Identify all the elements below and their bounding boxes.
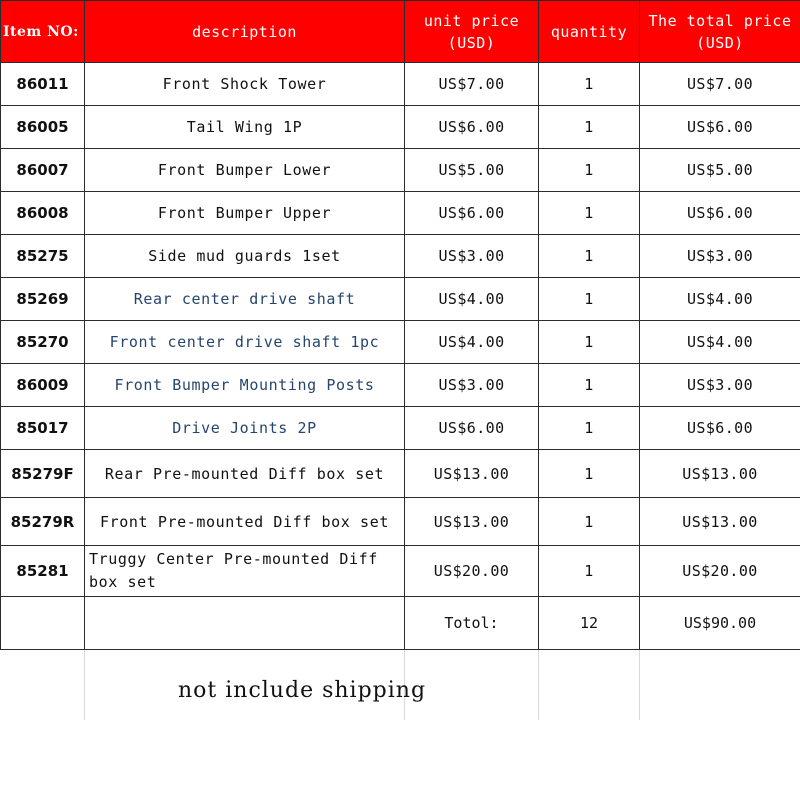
description-cell: Drive Joints 2P [85,407,405,450]
description-cell: Front Bumper Lower [85,149,405,192]
table-row [1,149,800,192]
empty-cell [539,650,640,721]
unit-price-cell: US$3.00 [405,364,539,407]
item-no-cell: 86007 [1,149,85,192]
item-no-cell: 85269 [1,278,85,321]
header-description: description [85,1,405,63]
table-header [1,1,800,63]
item-no-cell: 85017 [1,407,85,450]
empty-cell [85,597,405,650]
table-row [1,235,800,278]
description-cell: Front center drive shaft 1pc [85,321,405,364]
total-cell: US$7.00 [640,63,800,106]
empty-cell [1,597,85,650]
table-row [1,546,800,597]
quantity-cell: 1 [539,546,640,597]
table-row [1,407,800,450]
unit-price-cell: US$6.00 [405,407,539,450]
header-item-no: Item NO: [1,1,85,63]
table-row [1,192,800,235]
grand-total: US$90.00 [640,597,800,650]
header-total-price: The total price (USD) [640,1,800,63]
item-no-cell: 86009 [1,364,85,407]
table-row [1,63,800,106]
description-cell: Front Shock Tower [85,63,405,106]
total-cell: US$20.00 [640,546,800,597]
unit-price-cell: US$5.00 [405,149,539,192]
quantity-cell: 1 [539,106,640,149]
total-cell: US$6.00 [640,192,800,235]
total-cell: US$13.00 [640,498,800,546]
table-row [1,321,800,364]
quantity-cell: 1 [539,235,640,278]
table-row [1,364,800,407]
quantity-cell: 1 [539,498,640,546]
quantity-cell: 1 [539,407,640,450]
empty-cell [640,650,800,721]
item-no-cell: 85270 [1,321,85,364]
item-no-cell: 86005 [1,106,85,149]
description-cell: Rear Pre-mounted Diff box set [85,450,405,498]
quantity-cell: 1 [539,278,640,321]
summary-row [1,597,800,650]
description-cell: Front Bumper Upper [85,192,405,235]
quantity-cell: 1 [539,192,640,235]
item-no-cell: 86008 [1,192,85,235]
description-cell: Side mud guards 1set [85,235,405,278]
description-cell: Front Bumper Mounting Posts [85,364,405,407]
total-cell: US$4.00 [640,278,800,321]
total-cell: US$3.00 [640,235,800,278]
header-unit-price: unit price (USD) [405,1,539,63]
item-no-cell: 86011 [1,63,85,106]
description-cell: Tail Wing 1P [85,106,405,149]
shipping-note: not include shipping [178,678,427,703]
empty-cell [1,650,85,721]
description-cell: Truggy Center Pre-mounted Diff box set [85,546,405,597]
unit-price-cell: US$4.00 [405,278,539,321]
description-cell: Front Pre-mounted Diff box set [85,498,405,546]
item-no-cell: 85281 [1,546,85,597]
header-quantity: quantity [539,1,640,63]
unit-price-cell: US$7.00 [405,63,539,106]
total-cell: US$6.00 [640,407,800,450]
unit-price-cell: US$6.00 [405,192,539,235]
description-cell: Rear center drive shaft [85,278,405,321]
quantity-cell: 1 [539,364,640,407]
total-cell: US$3.00 [640,364,800,407]
item-no-cell: 85279F [1,450,85,498]
unit-price-cell: US$13.00 [405,450,539,498]
unit-price-cell: US$6.00 [405,106,539,149]
total-cell: US$5.00 [640,149,800,192]
item-no-cell: 85279R [1,498,85,546]
unit-price-cell: US$3.00 [405,235,539,278]
total-cell: US$6.00 [640,106,800,149]
total-cell: US$4.00 [640,321,800,364]
table-row [1,278,800,321]
unit-price-cell: US$13.00 [405,498,539,546]
total-quantity: 12 [539,597,640,650]
quantity-cell: 1 [539,63,640,106]
unit-price-cell: US$20.00 [405,546,539,597]
table-row [1,450,800,498]
total-cell: US$13.00 [640,450,800,498]
total-label: Totol: [405,597,539,650]
quantity-cell: 1 [539,149,640,192]
quantity-cell: 1 [539,321,640,364]
unit-price-cell: US$4.00 [405,321,539,364]
table-row [1,498,800,546]
item-no-cell: 85275 [1,235,85,278]
table-row [1,106,800,149]
quantity-cell: 1 [539,450,640,498]
